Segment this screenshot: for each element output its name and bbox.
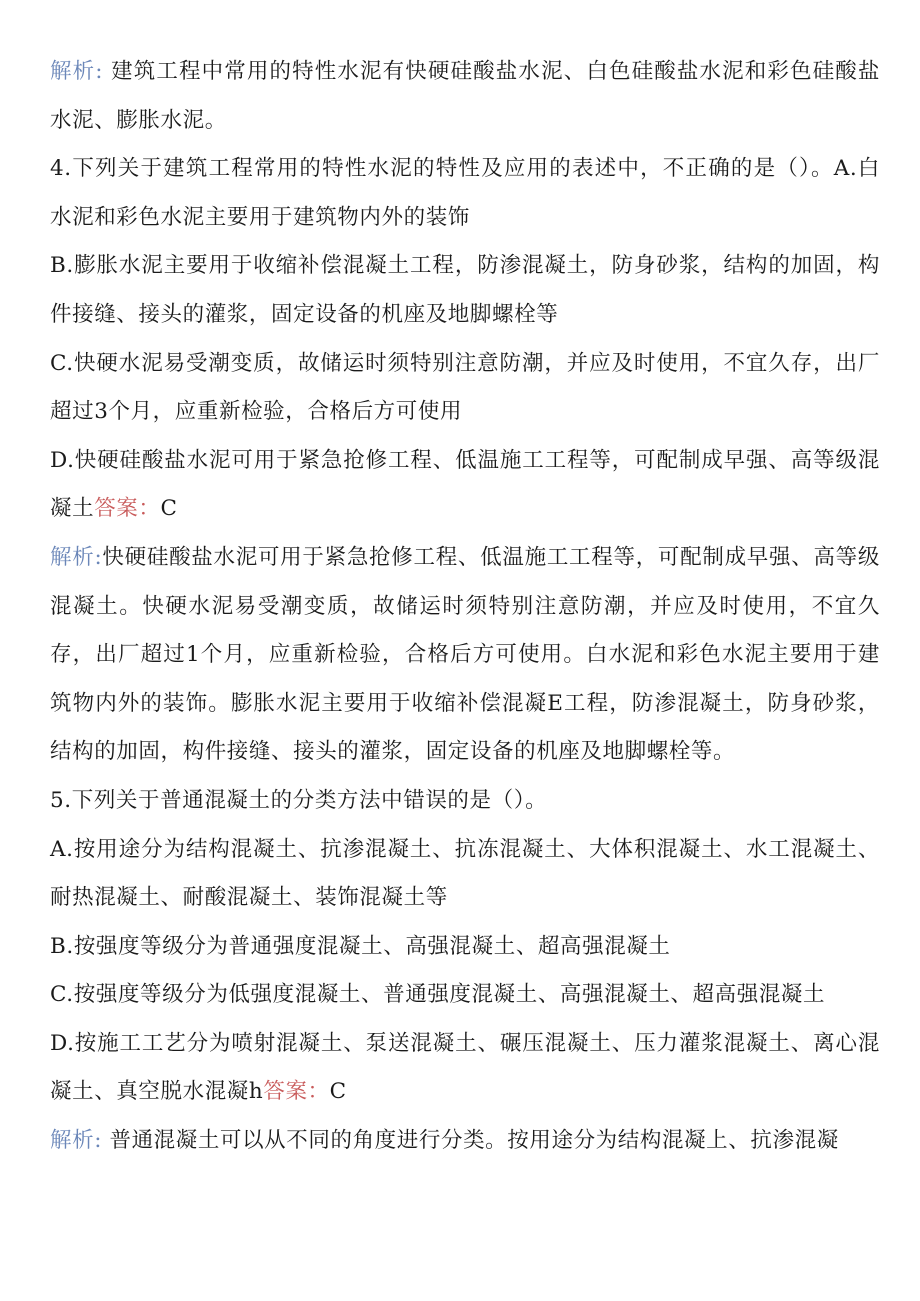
question-5-option-d <box>50 1020 880 1117</box>
question-4-stem: 4.下列关于建筑工程常用的特性水泥的特性及应用的表述中，不正确的是（）。A.白水泥和彩色水泥主要用于建筑物内外的装饰 <box>50 156 880 230</box>
analysis-label: 解析: <box>50 59 104 84</box>
analysis-text: 快硬硅酸盐水泥可用于紧急抢修工程、低温施工工程等，可配制成早强、高等级混凝土。快硬水泥易受潮变质，故储运时须特别注意防潮，并应及时使用，不宜久存，出厂超过1个月，应重新检验，合格后方可使用。白水泥和彩色水泥主要用于建筑物内外的装饰。膨胀水泥主要用于收缩补偿混凝E工程，防渗混凝土，防身砂浆，结构的加固，构件接缝、接头的灌浆，固定设备的机座及地脚螺栓等。 <box>50 544 880 765</box>
option-d-text: D.快硬硅酸盐水泥可用于紧急抢修工程、低温施工工程等，可配制成早强、高等级混凝土 <box>50 447 880 522</box>
question-4-option-b: B.膨胀水泥主要用于收缩补偿混凝土工程，防渗混凝土，防身砂浆，结构的加固，构件接缝、接头的灌浆，固定设备的机座及地脚螺栓等 <box>50 253 880 327</box>
analysis-paragraph-2 <box>50 534 880 777</box>
analysis-label: 解析: <box>50 544 103 570</box>
answer-label: 答案： <box>94 496 161 522</box>
analysis-text: 普通混凝土可以从不同的角度进行分类。按用途分为结构混凝上、抗渗混凝 <box>109 1128 839 1154</box>
option-d-text: D.按施工工艺分为喷射混凝土、泵送混凝土、碾压混凝土、压力灌浆混凝土、离心混凝土、真空脱水混凝h <box>50 1030 880 1105</box>
document-page <box>50 48 880 1166</box>
question-5-stem: 5.下列关于普通混凝土的分类方法中错误的是（）。 <box>50 787 548 813</box>
analysis-label: 解析: <box>50 1128 103 1154</box>
question-5-option-a: A.按用途分为结构混凝土、抗渗混凝土、抗冻混凝土、大体积混凝土、水工混凝土、耐热混凝土、耐酸混凝土、装饰混凝土等 <box>50 836 880 911</box>
question-4-option-d <box>50 437 880 534</box>
question-5-option-c: C.按强度等级分为低强度混凝土、普通强度混凝土、高强混凝土、超高强混凝土 <box>50 982 826 1008</box>
answer-value: C <box>329 1079 347 1105</box>
analysis-paragraph-1 <box>50 48 880 145</box>
question-5-option-b: B.按强度等级分为普通强度混凝土、高强混凝土、超高强混凝土 <box>50 933 671 959</box>
analysis-paragraph-3 <box>50 1117 880 1166</box>
answer-label: 答案： <box>263 1079 330 1105</box>
analysis-text: 建筑工程中常用的特性水泥有快硬硅酸盐水泥、白色硅酸盐水泥和彩色硅酸盐水泥、膨胀水泥。 <box>50 59 880 133</box>
question-4-option-c: C.快硬水泥易受潮变质，故储运时须特别注意防潮，并应及时使用，不宜久存，出厂超过3个月，应重新检验，合格后方可使用 <box>50 350 880 425</box>
answer-value: C <box>160 496 178 522</box>
